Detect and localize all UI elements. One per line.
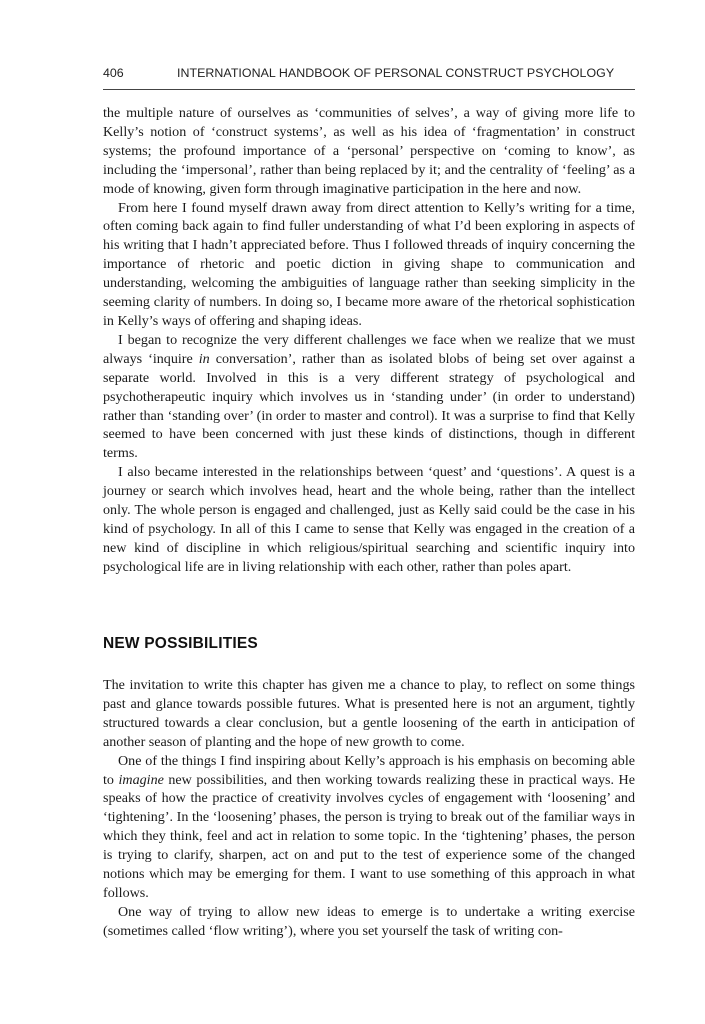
emphasis-text: imagine: [118, 771, 164, 788]
running-header: [103, 66, 635, 86]
paragraph-text: new possibilities, and then working towards realizing these in practical ways. He speaks of how the practice of creativity involves cycles of engagement with ‘loosening’ and ‘tightening’. In the ‘loosening’ phases, the person is trying to break out of the familiar ways in which they think, feel and act in relation to some topic. In the ‘tightening’ phases, the person is trying to clarify, sharpen, act on and put to the test of experience some of the changed notions which may be emerging for them. I want to use something of this approach in what follows.: [103, 771, 635, 901]
paragraph-text: I began to recognize the very different challenges we face when we realize that we must always ‘inquire: [103, 331, 635, 367]
paragraph: I also became interested in the relationships between ‘quest’ and ‘questions’. A quest is a journey or search which involves head, heart and the whole being, rather than the intellect only. The whole person is engaged and challenged, just as Kelly said could be the case in his kind of psychology. In all of this I came to sense that Kelly was engaged in the creation of a new kind of discipline in which religious/spiritual searching and scientific inquiry into psychological life are in living relationship with each other, rather than poles apart.: [103, 464, 635, 575]
paragraph: From here I found myself drawn away from direct attention to Kelly’s writing for a time, often coming back again to find fuller understanding of what I’d been exploring in aspects of his writing that I hadn’t appreciated before. Thus I followed threads of inquiry concerning the importance of rhetoric and poetic diction in giving shape to communication and understanding, welcoming the ambiguities of language rather than seeking simplicity in the seeming clarity of numbers. In doing so, I became more aware of the rhetorical sophistication in Kelly’s ways of offering and shaping ideas.: [103, 199, 635, 329]
page-number: 406: [103, 66, 124, 80]
text-block-before-heading: [103, 104, 635, 577]
paragraph-text: conversation’, rather than as isolated blobs of being set over against a separate world. Involved in this is a very different strategy of psychological and psychotherapeutic inquiry which involves us in ‘standing under’ (in order to understand) rather than ‘standing over’ (in order to master and control). It was a surprise to find that Kelly seemed to have been concerned with just these kinds of distinctions, though in different terms.: [103, 350, 635, 462]
book-title: INTERNATIONAL HANDBOOK OF PERSONAL CONSTRUCT PSYCHOLOGY: [177, 66, 615, 80]
paragraph-text: One of the things I find inspiring about Kelly’s approach is his emphasis on becoming able to: [103, 752, 635, 788]
section-heading: NEW POSSIBILITIES: [103, 635, 258, 652]
header-rule: [103, 89, 635, 90]
paragraph: [103, 752, 635, 903]
paragraph: the multiple nature of ourselves as ‘communities of selves’, a way of giving more life to Kelly’s notion of ‘construct systems’, as well as his idea of ‘fragmentation’ in construct systems; the profound importance of a ‘personal’ perspective on ‘coming to know’, as including the ‘impersonal’, rather than being replaced by it; and the centrality of ‘feeling’ as a mode of knowing, given form through imaginative participation in the here and now.: [103, 105, 635, 197]
text-block-after-heading: [103, 676, 635, 941]
emphasis-text: in: [198, 350, 210, 367]
paragraph: The invitation to write this chapter has given me a chance to play, to reflect on some things past and glance towards possible futures. What is presented here is not an argument, tightly structured towards a clear conclusion, but a gentle loosening of the earth in anticipation of another season of planting and the hope of new growth to come.: [103, 677, 635, 750]
paragraph: [103, 331, 635, 463]
paragraph: One way of trying to allow new ideas to emerge is to undertake a writing exercise (sometimes called ‘flow writing’), where you set yourself the task of writing con-: [103, 903, 635, 939]
